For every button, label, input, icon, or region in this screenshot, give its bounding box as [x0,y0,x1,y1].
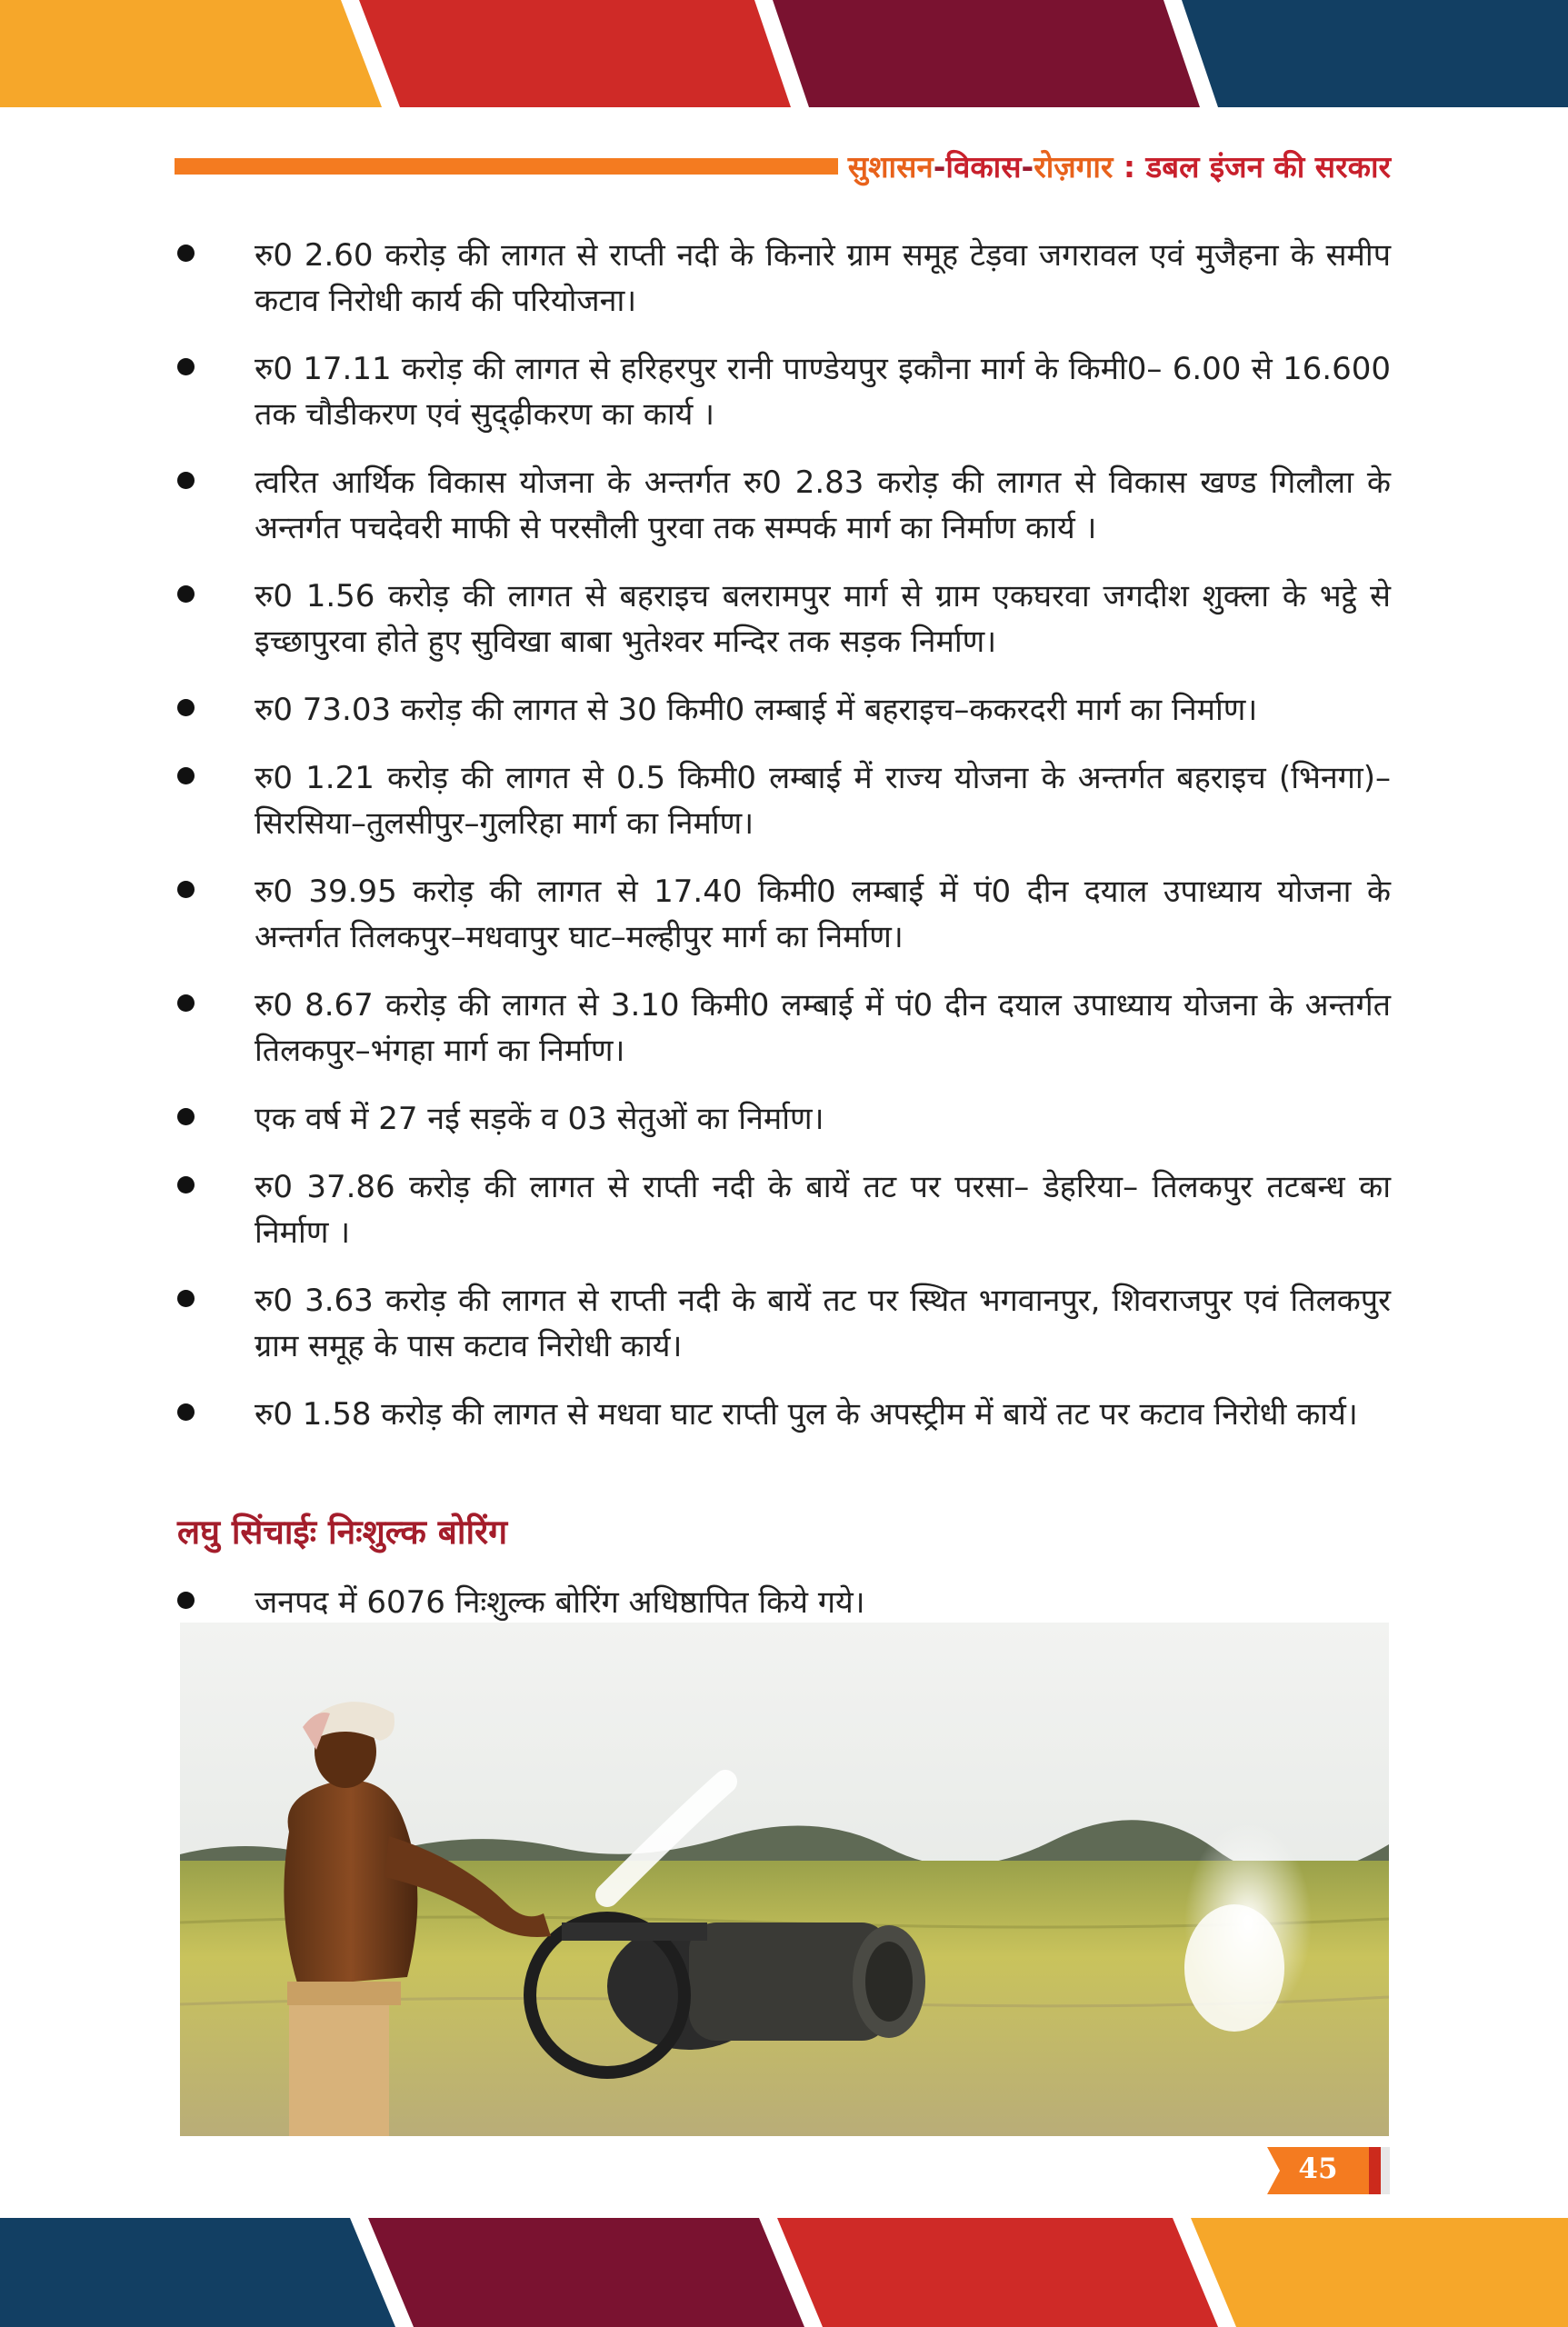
top-color-band [0,0,1568,107]
project-list [177,233,1391,1460]
boring-pump-photo [180,1623,1389,2136]
list-item: जनपद में 6076 निःशुल्क बोरिंग अधिष्ठापित किये गये। [177,1580,1391,1625]
list-item: रु0 1.21 करोड़ की लागत से 0.5 किमी0 लम्बाई में राज्य योजना के अन्तर्गत बहराइच (भिनगा)–सिरसिया–तुलसीपुर–गुलरिहा मार्ग का निर्माण। [177,755,1391,846]
page-number: 45 [1298,2152,1338,2185]
bullet-icon [177,358,195,375]
bullet-icon [177,767,195,784]
list-item: रु0 2.60 करोड़ की लागत से राप्ती नदी के किनारे ग्राम समूह टेड़वा जगरावल एवं मुजैहना के समीप कटाव निरोधी कार्य की परियोजना। [177,233,1391,324]
running-header: सुशासन-विकास-रोज़गार : डबल इंजन की सरकार [847,149,1391,185]
list-item: रु0 73.03 करोड़ की लागत से 30 किमी0 लम्बाई में बहराइच–ककरदरी मार्ग का निर्माण। [177,687,1391,733]
bullet-icon [177,1290,195,1307]
list-item: रु0 39.95 करोड़ की लागत से 17.40 किमी0 लम्बाई में पं0 दीन दयाल उपाध्याय योजना के अन्तर्गत तिलकपुर–मधवापुर घाट–मल्हीपुर मार्ग का निर्माण। [177,869,1391,960]
list-item: रु0 8.67 करोड़ की लागत से 3.10 किमी0 लम्बाई में पं0 दीन दयाल उपाध्याय योजना के अन्तर्गत तिलकपुर–भंगहा मार्ग का निर्माण। [177,983,1391,1074]
bullet-icon [177,1403,195,1421]
page-number-tab [1267,2147,1390,2194]
bullet-icon [177,994,195,1012]
bullet-icon [177,245,195,262]
list-item: रु0 1.56 करोड़ की लागत से बहराइच बलरामपुर मार्ग से ग्राम एकघरवा जगदीश शुक्ला के भट्ठे से इच्छापुरवा होते हुए सुविखा बाबा भुतेश्वर मन्दिर तक सड़क निर्माण। [177,574,1391,664]
list-item: एक वर्ष में 27 नई सड़कें व 03 सेतुओं का निर्माण। [177,1096,1391,1142]
bullet-icon [177,1592,195,1609]
bullet-icon [177,881,195,898]
bullet-icon [177,585,195,603]
list-item: रु0 1.58 करोड़ की लागत से मधवा घाट राप्ती पुल के अपस्ट्रीम में बायें तट पर कटाव निरोधी कार्य। [177,1392,1391,1437]
bottom-color-band [0,2218,1568,2327]
bullet-icon [177,1176,195,1193]
list-item: रु0 37.86 करोड़ की लागत से राप्ती नदी के बायें तट पर परसा– डेहरिया– तिलकपुर तटबन्ध का निर्माण । [177,1164,1391,1255]
bullet-icon [177,699,195,716]
list-item: रु0 3.63 करोड़ की लागत से राप्ती नदी के बायें तट पर स्थित भगवानपुर, शिवराजपुर एवं तिलकपुर ग्राम समूह के पास कटाव निरोधी कार्य। [177,1278,1391,1369]
bullet-icon [177,472,195,489]
header-rule [175,158,838,175]
list-item: रु0 17.11 करोड़ की लागत से हरिहरपुर रानी पाण्डेयपुर इकौना मार्ग के किमी0– 6.00 से 16.600 तक चौडीकरण एवं सुद्ढ़ीकरण का कार्य । [177,346,1391,437]
list-item: त्वरित आर्थिक विकास योजना के अन्तर्गत रु0 2.83 करोड़ की लागत से विकास खण्ड गिलौला के अन्तर्गत पचदेवरी माफी से परसौली पुरवा तक सम्पर्क मार्ग का निर्माण कार्य । [177,460,1391,551]
section-heading: लघु सिंचाईः निःशुल्क बोरिंग [177,1513,508,1552]
bullet-icon [177,1108,195,1125]
